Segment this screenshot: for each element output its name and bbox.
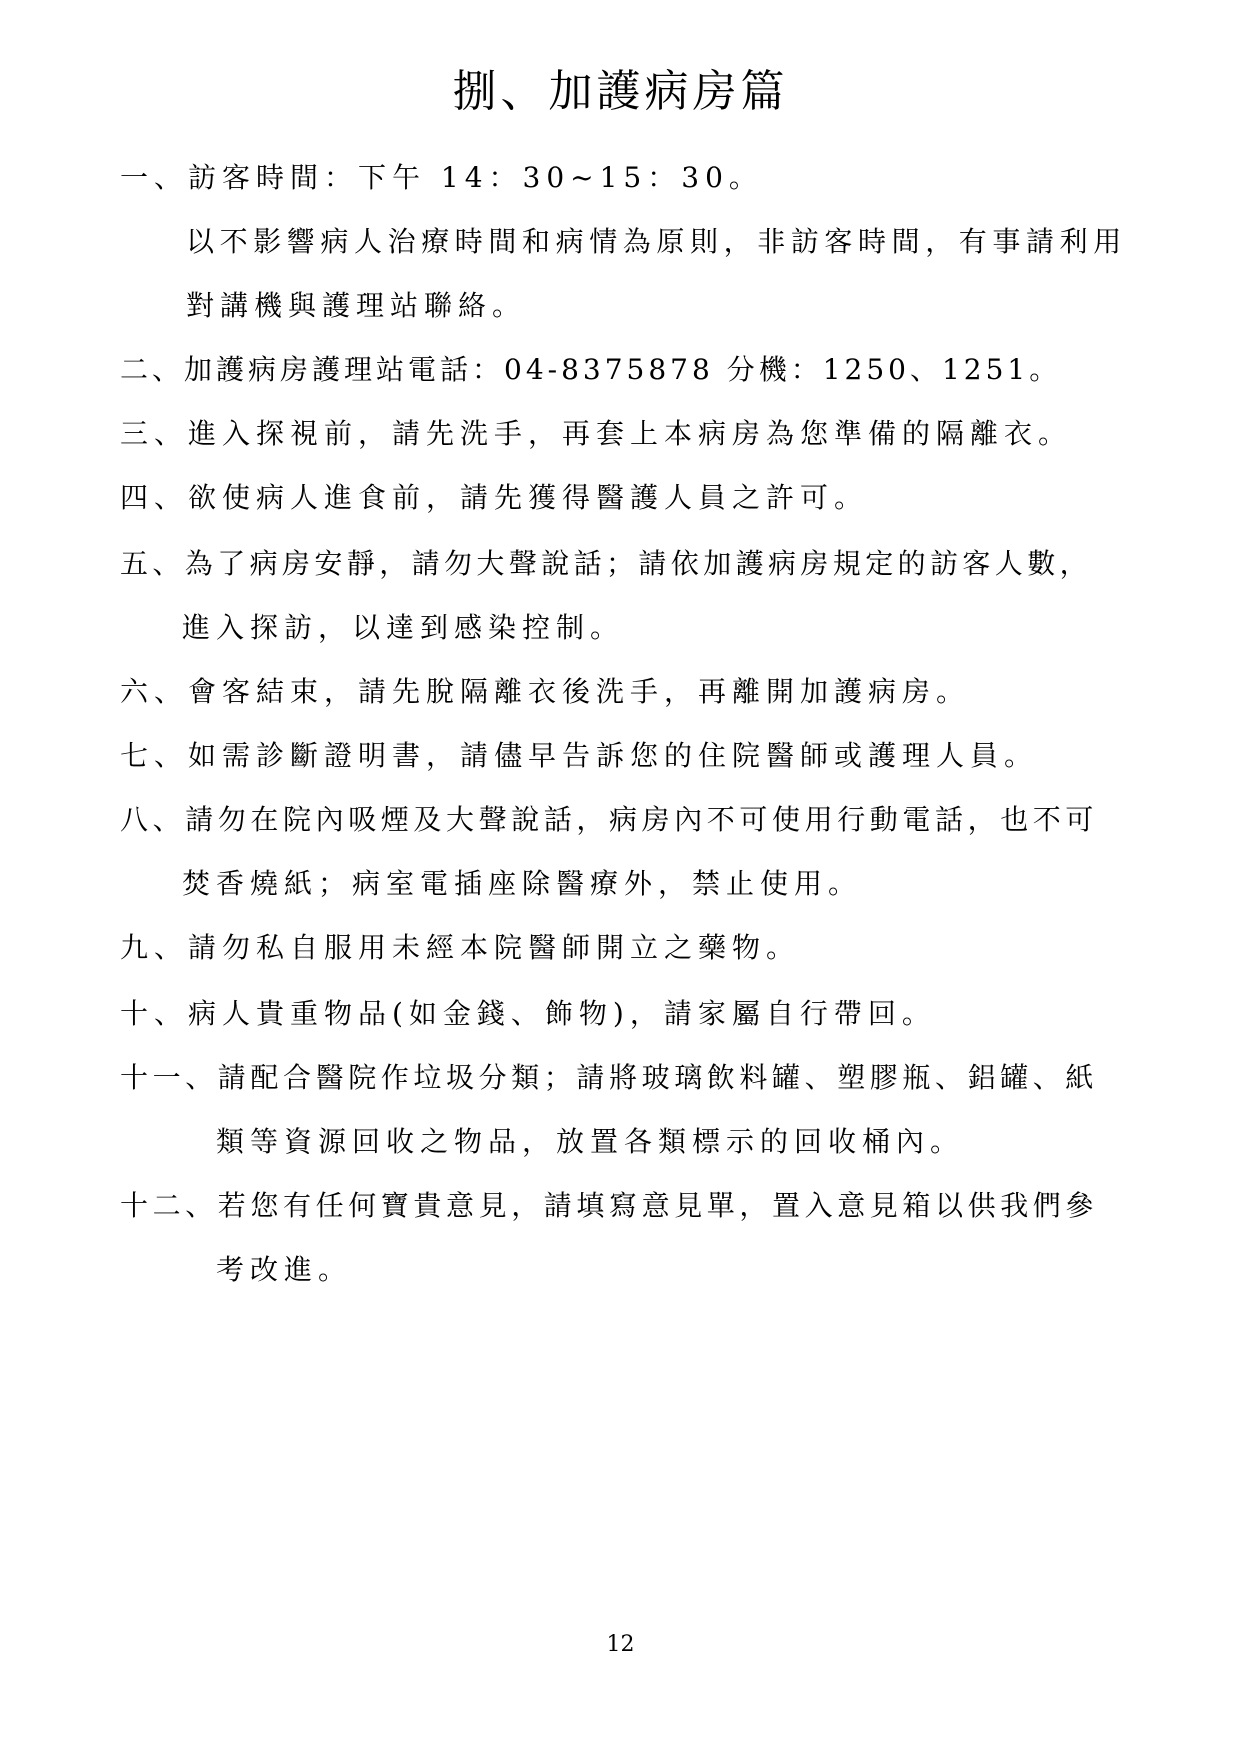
item-7-line-1: 七、如需診斷證明書，請儘早告訴您的住院醫師或護理人員。	[120, 739, 1039, 772]
item-6-line-1: 六、會客結束，請先脫隔離衣後洗手，再離開加護病房。	[120, 675, 971, 708]
item-9-line-1: 九、請勿私自服用未經本院醫師開立之藥物。	[120, 931, 801, 964]
item-5-line-2: 進入探訪，以達到感染控制。	[182, 611, 625, 644]
item-11-line-2: 類等資源回收之物品，放置各類標示的回收桶內。	[216, 1125, 965, 1158]
item-8-line-1: 八、請勿在院內吸煙及大聲說話，病房內不可使用行動電話，也不可	[120, 803, 1099, 836]
item-8-line-2: 焚香燒紙；病室電插座除醫療外，禁止使用。	[182, 867, 863, 900]
item-10-line-1: 十、病人貴重物品(如金錢、飾物)，請家屬自行帶回。	[120, 997, 936, 1030]
item-12-line-1: 十二、若您有任何寶貴意見，請填寫意見單，置入意見箱以供我們參	[120, 1189, 1099, 1222]
page-number: 12	[606, 1632, 635, 1657]
item-12-line-2: 考改進。	[216, 1253, 353, 1286]
item-3-line-1: 三、進入探視前，請先洗手，再套上本病房為您準備的隔離衣。	[120, 417, 1073, 450]
item-2-line-1: 二、加護病房護理站電話：04-8375878 分機：1250、1251。	[120, 353, 1062, 386]
item-4-line-1: 四、欲使病人進食前，請先獲得醫護人員之許可。	[120, 481, 869, 514]
item-1-note-line-1: 以不影響病人治療時間和病情為原則，非訪客時間，有事請利用	[186, 225, 1127, 258]
item-11-line-1: 十一、請配合醫院作垃圾分類；請將玻璃飲料罐、塑膠瓶、鋁罐、紙	[120, 1061, 1099, 1094]
item-1-line-1: 一、訪客時間：下午 14：30~15：30。	[120, 161, 763, 194]
item-1-note-line-2: 對講機與護理站聯絡。	[186, 289, 527, 322]
item-5-line-1: 五、為了病房安靜，請勿大聲說話；請依加護病房規定的訪客人數，	[120, 547, 1093, 580]
page-title: 捌、加護病房篇	[452, 66, 789, 117]
